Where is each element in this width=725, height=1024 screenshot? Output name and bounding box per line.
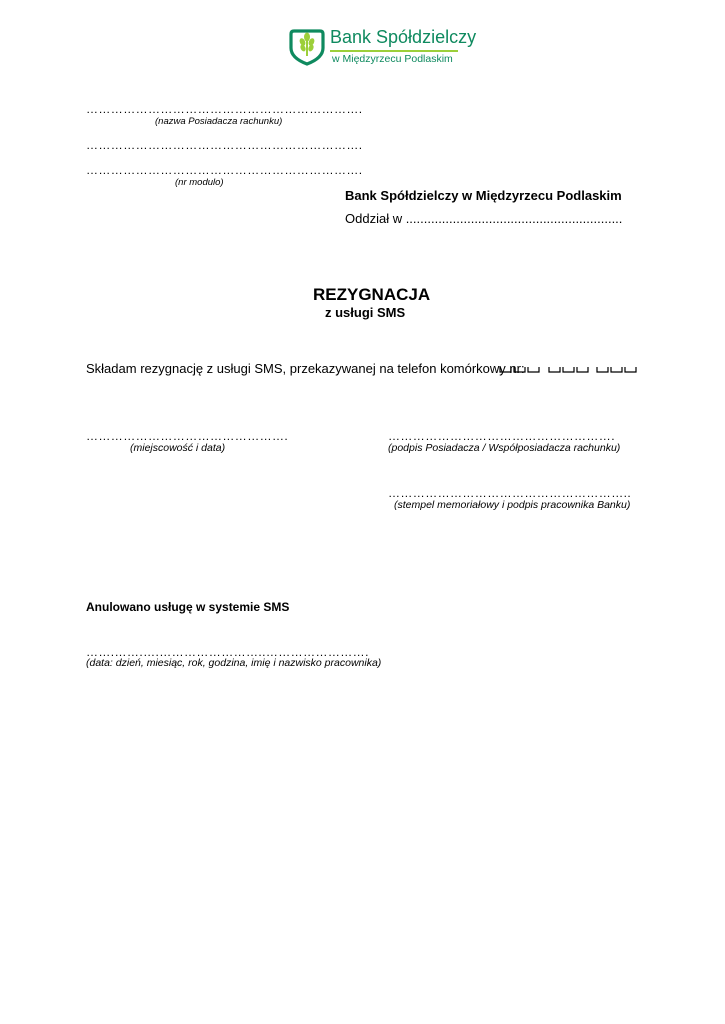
document-subtitle: z usługi SMS xyxy=(325,305,406,320)
bank-stamp-field[interactable]: ………………………………………………….. xyxy=(388,486,632,500)
phone-digit-box xyxy=(577,367,588,372)
phone-digit-box xyxy=(563,367,574,372)
bank-logo xyxy=(287,27,477,68)
phone-digit-box xyxy=(625,367,636,372)
holder-name-caption: (nazwa Posiadacza rachunku) xyxy=(155,116,283,127)
logo-subtitle: w Międzyrzecu Podlaskim xyxy=(332,53,453,65)
phone-number-boxes[interactable] xyxy=(499,363,639,375)
place-date-field[interactable]: …………………………………………. xyxy=(86,429,289,443)
bank-logo-icon xyxy=(287,28,327,66)
cancellation-details-field[interactable]: …….…….….……………………..……………………. xyxy=(86,645,369,659)
bank-stamp-caption: (stempel memoriałowy i podpis pracownika Banku) xyxy=(394,499,631,511)
branch-field[interactable]: Oddział w ............................................................ xyxy=(345,211,623,226)
modulo-number-caption: (nr modulo) xyxy=(175,177,224,188)
document-title: REZYGNACJA xyxy=(313,285,431,304)
holder-name-field[interactable]: …………………………………………………………. xyxy=(86,102,363,116)
phone-digit-box xyxy=(500,367,511,372)
logo-divider xyxy=(330,50,458,52)
statement-text: Składam rezygnację z usługi SMS, przekazywanej na telefon komórkowy nr: xyxy=(86,361,525,376)
phone-digit-box xyxy=(514,367,525,372)
cancellation-heading: Anulowano usługę w systemie SMS xyxy=(86,600,290,614)
phone-digit-box xyxy=(549,367,560,372)
cancellation-details-caption: (data: dzień, miesiąc, rok, godzina, imię i nazwisko pracownika) xyxy=(86,657,382,669)
recipient-bank-name: Bank Spółdzielczy w Międzyrzecu Podlaskim xyxy=(345,188,622,203)
logo-title: Bank Spółdzielczy xyxy=(330,27,477,47)
holder-signature-field[interactable]: ………………………………………………. xyxy=(388,429,615,443)
place-date-caption: (miejscowość i data) xyxy=(130,442,226,454)
phone-digit-box xyxy=(597,367,608,372)
holder-signature-caption: (podpis Posiadacza / Współposiadacza rachunku) xyxy=(388,442,621,454)
modulo-number-field[interactable]: …………………………………………………………. xyxy=(86,163,363,177)
phone-digit-box xyxy=(611,367,622,372)
holder-address-field[interactable]: …………………………………………………………. xyxy=(86,138,363,152)
phone-digit-box xyxy=(528,367,539,372)
